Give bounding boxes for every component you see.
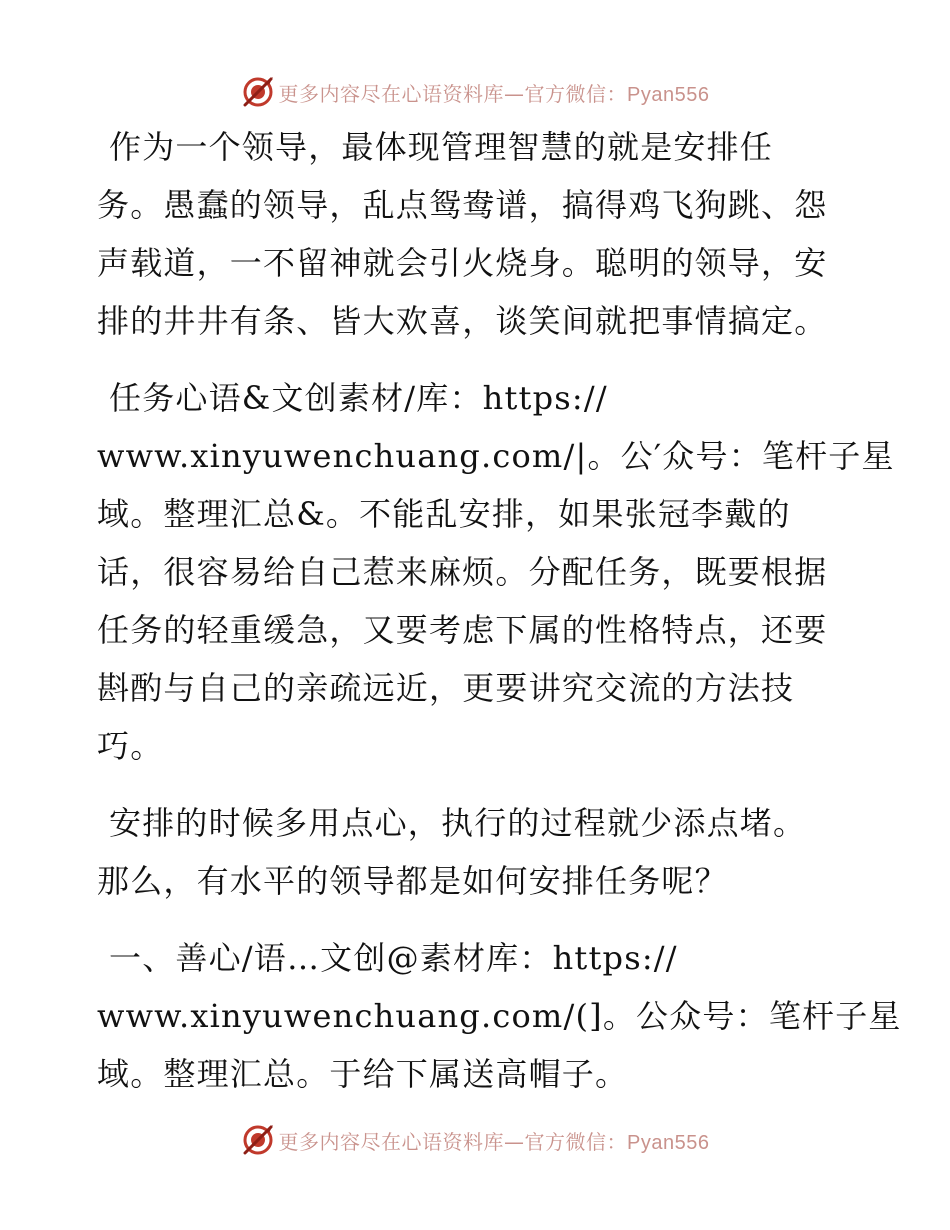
red-quill-circle-logo-icon bbox=[241, 75, 275, 109]
banner-text: 更多内容尽在心语资料库—官方微信：Pyan556 bbox=[278, 1129, 710, 1154]
article-body bbox=[97, 118, 902, 1122]
wechat-id: Pyan556 bbox=[627, 1131, 710, 1154]
paragraph-4 bbox=[97, 929, 902, 1103]
text-line: 任务心语&文创素材/库：https:// bbox=[109, 379, 608, 417]
text-line: 务。愚蠢的领导，乱点鸳鸯谱，搞得鸡飞狗跳、怨 bbox=[97, 186, 828, 224]
wechat-id: Pyan556 bbox=[627, 83, 710, 106]
text-line: 排的井井有条、皆大欢喜，谈笑间就把事情搞定。 bbox=[97, 302, 828, 340]
text-line: 斟酌与自己的亲疏远近，更要讲究交流的方法技 bbox=[97, 669, 795, 707]
text-line: www.xinyuwenchuang.com/|。公′众号：笔杆子星 bbox=[97, 437, 895, 475]
text-line: 域。整理汇总&。不能乱安排，如果张冠李戴的 bbox=[97, 495, 791, 533]
text-line: 声载道，一不留神就会引火烧身。聪明的领导，安 bbox=[97, 244, 828, 282]
banner-text: 更多内容尽在心语资料库—官方微信：Pyan556 bbox=[278, 81, 710, 106]
footer-banner bbox=[0, 1120, 950, 1160]
text-line: 任务的轻重缓急，又要考虑下属的性格特点，还要 bbox=[97, 611, 828, 649]
text-line: 那么，有水平的领导都是如何安排任务呢？ bbox=[97, 862, 728, 900]
text-line: www.xinyuwenchuang.com/(]。公众号：笔杆子星 bbox=[97, 997, 902, 1035]
text-line: 安排的时候多用点心，执行的过程就少添点堵。 bbox=[109, 804, 807, 842]
text-line: 话，很容易给自己惹来麻烦。分配任务，既要根据 bbox=[97, 553, 828, 591]
text-line: 作为一个领导，最体现管理智慧的就是安排任 bbox=[109, 128, 774, 166]
paragraph-2 bbox=[97, 369, 895, 775]
paragraph-3 bbox=[97, 794, 857, 910]
text-line: 域。整理汇总。于给下属送高帽子。 bbox=[97, 1055, 629, 1093]
red-quill-circle-logo-icon bbox=[241, 1123, 275, 1157]
paragraph-1 bbox=[97, 118, 857, 350]
header-banner bbox=[0, 72, 950, 112]
text-line: 一、善心/语…文创@素材库：https:// bbox=[109, 939, 678, 977]
text-line: 巧。 bbox=[97, 727, 164, 765]
